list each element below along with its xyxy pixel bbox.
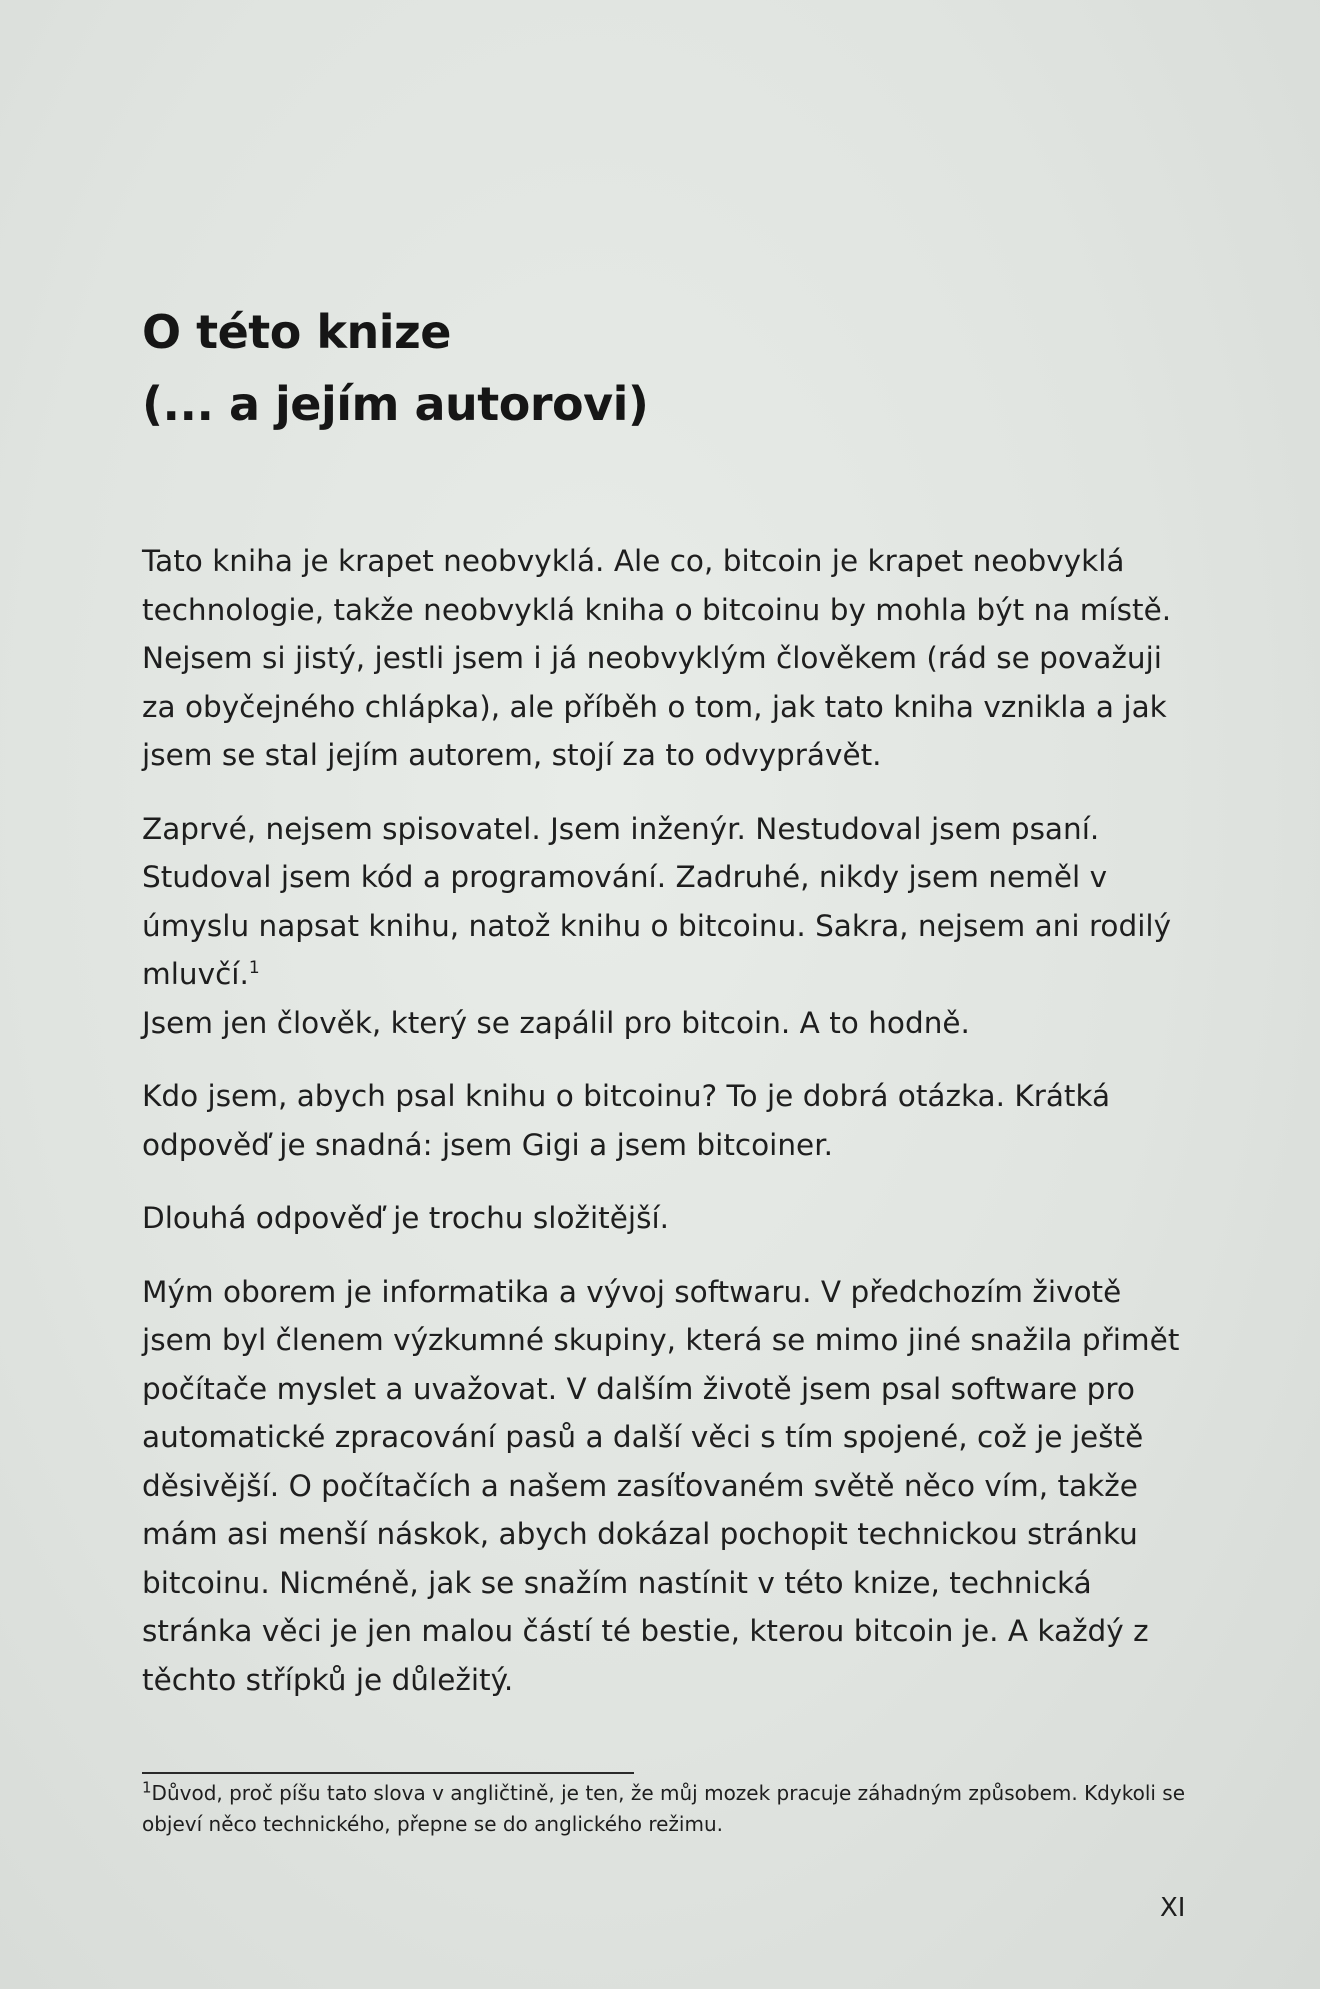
footnote-marker: 1	[142, 1778, 152, 1797]
chapter-title-line-2: (... a jejím autorovi)	[142, 377, 649, 431]
paragraph-engineer-closing: Jsem jen člověk, který se zapálil pro bitcoin. A to hodně.	[142, 1005, 970, 1040]
paragraph-intro: Tato kniha je krapet neobvyklá. Ale co, bitcoin je krapet neobvyklá technologie, takže neobvyklá kniha o bitcoinu by mohla být na místě. Nejsem si jistý, jestli jsem i já neobvyklým člověkem (rád se považuji za obyčejného chlápka), ale příběh o tom, jak tato kniha vznikla a jak jsem se stal jejím autorem, stojí za to odvyprávět.	[142, 544, 1172, 772]
footnote	[142, 1778, 1202, 1840]
paragraph-who-am-i: Kdo jsem, abych psal knihu o bitcoinu? To je dobrá otázka. Krátká odpověď je snadná: jsem Gigi a jsem bitcoiner.	[142, 1079, 1111, 1162]
footnote-text: Důvod, proč píšu tato slova v angličtině, je ten, že můj mozek pracuje záhadným způsobem. Kdykoli se objeví něco technického, přepne se do anglického režimu.	[142, 1781, 1186, 1836]
page-number: XI	[1160, 1893, 1186, 1923]
chapter-title	[142, 296, 1182, 440]
footnote-reference[interactable]: 1	[248, 958, 260, 979]
chapter-title-line-1: O této knize	[142, 305, 451, 359]
paragraph-background: Mým oborem je informatika a vývoj softwaru. V předchozím životě jsem byl členem výzkumné skupiny, která se mimo jiné snažila přimět počítače myslet a uvažovat. V dalším životě jsem psal software pro automatické zpracování pasů a další věci s tím spojené, což je ještě děsivější. O počítačích a našem zasíťovaném světě něco vím, takže mám asi menší náskok, abych dokázal pochopit technickou stránku bitcoinu. Nicméně, jak se snažím nastínit v této knize, technická stránka věci je jen malou částí té bestie, kterou bitcoin je. A každý z těchto střípků je důležitý.	[142, 1274, 1180, 1697]
footnote-divider	[142, 1772, 634, 1774]
paragraph-engineer	[142, 805, 1182, 1048]
paragraph-engineer-text: Zaprvé, nejsem spisovatel. Jsem inženýr. Nestudoval jsem psaní. Studoval jsem kód a programování. Zadruhé, nikdy jsem neměl v úmyslu napsat knihu, natož knihu o bitcoinu. Sakra, nejsem ani rodilý mluvčí.	[142, 811, 1172, 991]
body-text	[142, 537, 1182, 1729]
paragraph-long-answer: Dlouhá odpověď je trochu složitější.	[142, 1201, 670, 1235]
